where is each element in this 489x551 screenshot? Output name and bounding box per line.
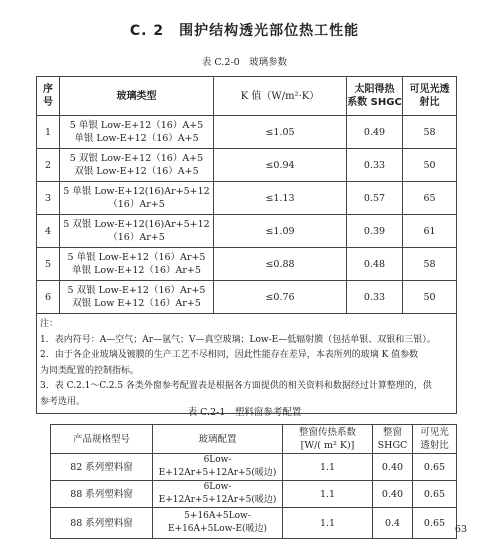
glass-type-line: 5 单银 Low-E+12（16）A+5: [69, 120, 204, 131]
header-k-value: K 值（W/m²·K）: [214, 77, 347, 116]
table1-row: [37, 182, 457, 215]
table1-row: [37, 116, 457, 149]
header-glass-type: 玻璃类型: [60, 77, 214, 116]
glass-config-cell: 5+16A+5Low-E+16A+5Low-E(暖边): [153, 508, 283, 539]
note-line: 注：: [40, 319, 59, 329]
model-cell: 88 系列塑料窗: [51, 508, 153, 539]
table2-caption: 表 C.2-1 塑料窗参考配置: [187, 407, 302, 418]
table2-header-row: [51, 425, 457, 454]
header-shgc: 太阳得热 系数 SHGC: [347, 77, 403, 116]
glass-type-line: 5 单银 Low-E+12(16)Ar+5+12: [63, 186, 210, 197]
shgc-cell: 0.49: [347, 116, 403, 149]
table1-notes-row: [37, 314, 457, 414]
vt-cell: 50: [403, 149, 457, 182]
glass-type-line: 5 双银 Low-E+12（16）A+5: [69, 153, 204, 164]
window-shgc-cell: 0.40: [373, 481, 413, 508]
vt-cell: 58: [403, 116, 457, 149]
k-value-cell: ≤1.13: [214, 182, 347, 215]
vt-cell: 50: [403, 281, 457, 314]
vt-cell: 61: [403, 215, 457, 248]
glass-type-line: 单银 Low-E+12（16）A+5: [74, 133, 199, 144]
vt-cell: 0.65: [413, 454, 457, 481]
row-no: 3: [37, 182, 60, 215]
table2-row: [51, 481, 457, 508]
plastic-window-table: [50, 424, 457, 539]
shgc-cell: 0.57: [347, 182, 403, 215]
glass-type-cell: [60, 149, 214, 182]
table2-row: [51, 454, 457, 481]
glass-type-cell: [60, 215, 214, 248]
header-model: 产品规格型号: [51, 425, 153, 454]
table2-row: [51, 508, 457, 539]
glass-config-cell: 6Low-E+12Ar+5+12Ar+5(暖边): [153, 454, 283, 481]
k-value-cell: ≤0.76: [214, 281, 347, 314]
header-no: 序 号: [37, 77, 60, 116]
row-no: 2: [37, 149, 60, 182]
glass-type-line: 双银 Low-E+12（16）A+5: [74, 166, 199, 177]
shgc-cell: 0.33: [347, 149, 403, 182]
note-line: 为同类配置的控制指标。: [40, 365, 140, 376]
header-vt: 可见光 透射比: [413, 425, 457, 454]
table1-row: [37, 248, 457, 281]
row-no: 1: [37, 116, 60, 149]
glass-type-line: 单银 Low-E+12（16）Ar+5: [72, 265, 201, 276]
u-value-cell: 1.1: [283, 454, 373, 481]
header-u-value: 整窗传热系数 [W/( m² K)]: [283, 425, 373, 454]
row-no: 4: [37, 215, 60, 248]
section-title: C. 2 围护结构透光部位热工性能: [129, 23, 360, 39]
glass-type-cell: [60, 248, 214, 281]
glass-type-cell: [60, 116, 214, 149]
model-cell: 88 系列塑料窗: [51, 481, 153, 508]
table1-notes: [37, 314, 457, 414]
page-number: 63: [454, 524, 467, 535]
window-shgc-cell: 0.4: [373, 508, 413, 539]
row-no: 6: [37, 281, 60, 314]
glass-type-line: 5 双银 Low-E+12（16）Ar+5: [67, 285, 206, 296]
header-visible-transmittance: 可见光透 射比: [403, 77, 457, 116]
note-line: 2．由于各企业玻璃及镀膜的生产工艺不尽相同，因此性能存在差异，本表所列的玻璃 K 值参数: [40, 350, 419, 360]
vt-cell: 0.65: [413, 481, 457, 508]
table1-caption: 表 C.2-0 玻璃参数: [201, 57, 288, 68]
table1-header-row: [37, 77, 457, 116]
table1-row: [37, 215, 457, 248]
u-value-cell: 1.1: [283, 508, 373, 539]
glass-config-cell: 6Low-E+12Ar+5+12Ar+5(暖边): [153, 481, 283, 508]
k-value-cell: ≤1.09: [214, 215, 347, 248]
note-line: 参考选用。: [40, 396, 86, 407]
window-shgc-cell: 0.40: [373, 454, 413, 481]
shgc-cell: 0.48: [347, 248, 403, 281]
glass-type-cell: [60, 182, 214, 215]
glass-type-line: 5 单银 Low-E+12（16）Ar+5: [67, 252, 206, 263]
table1-row: [37, 281, 457, 314]
vt-cell: 0.65: [413, 508, 457, 539]
glass-type-line: 5 双银 Low-E+12(16)Ar+5+12: [63, 219, 210, 230]
header-glass-config: 玻璃配置: [153, 425, 283, 454]
glass-type-line: 双银 Low E+12（16）Ar+5: [72, 298, 201, 309]
glass-parameters-table: [36, 76, 457, 414]
header-window-shgc: 整窗 SHGC: [373, 425, 413, 454]
glass-type-line: （16）Ar+5: [108, 232, 165, 243]
vt-cell: 65: [403, 182, 457, 215]
shgc-cell: 0.39: [347, 215, 403, 248]
k-value-cell: ≤0.94: [214, 149, 347, 182]
k-value-cell: ≤0.88: [214, 248, 347, 281]
u-value-cell: 1.1: [283, 481, 373, 508]
note-line: 3．表 C.2.1～C.2.5 各类外窗参考配置表是根据各方面提供的相关资料和数据经过计算整理的，供: [40, 381, 432, 391]
k-value-cell: ≤1.05: [214, 116, 347, 149]
glass-type-cell: [60, 281, 214, 314]
vt-cell: 58: [403, 248, 457, 281]
row-no: 5: [37, 248, 60, 281]
note-line: 1．表内符号：A—空气；Ar—氩气；V—真空玻璃；Low-E—低辐射膜（包括单银、双银和三银）。: [40, 334, 436, 345]
shgc-cell: 0.33: [347, 281, 403, 314]
model-cell: 82 系列塑料窗: [51, 454, 153, 481]
glass-type-line: （16）Ar+5: [108, 199, 165, 210]
table1-row: [37, 149, 457, 182]
